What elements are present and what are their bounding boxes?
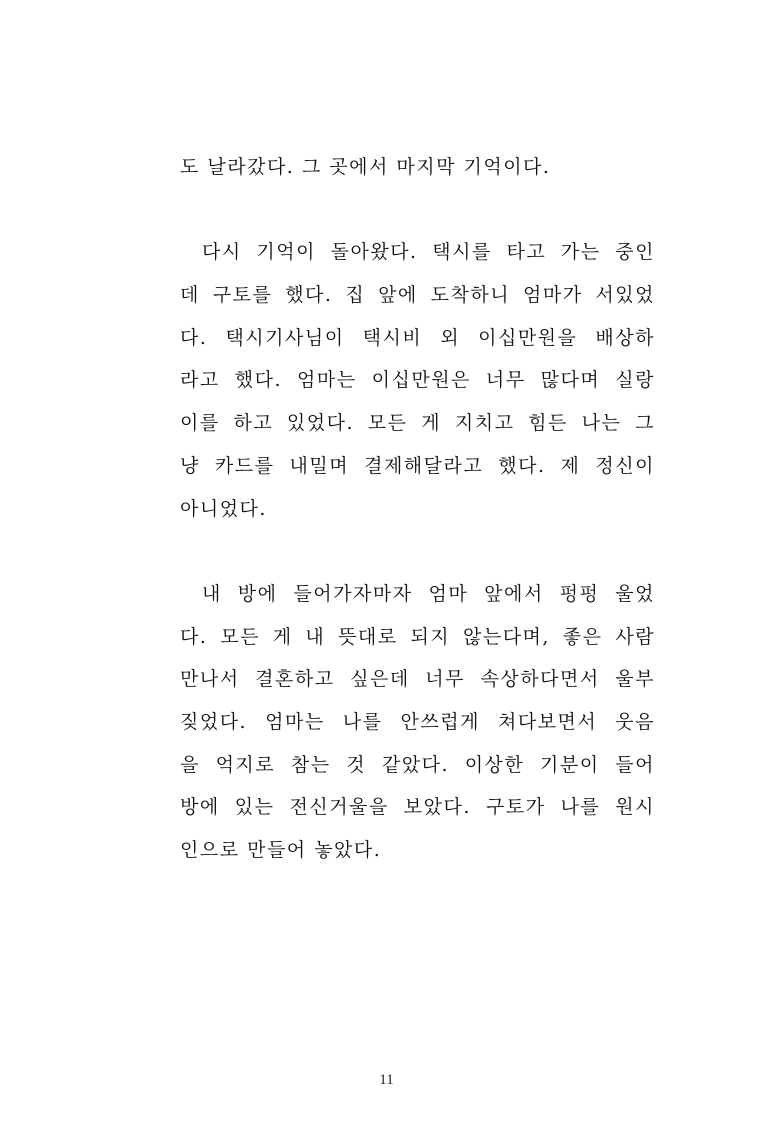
text-line: 냥 카드를 내밀며 결제해달라고 했다. 제 정신이 [180,454,655,477]
text-line: 다시 기억이 돌아왔다. 택시를 타고 가는 중인 [202,241,655,264]
text-line: 인으로 만들어 놓았다. [180,839,382,861]
text-line: 내 방에 들어가자마자 엄마 앞에서 펑펑 울었 [202,582,655,605]
text-line: 다. 택시기사님이 택시비 외 이십만원을 배상하 [180,326,655,349]
text-line: 도 날라갔다. 그 곳에서 마지막 기억이다. [180,156,551,178]
text-line: 아니었다. [180,497,267,520]
text-line: 을 억지로 참는 것 같았다. 이상한 기분이 들어 [180,753,655,776]
body-text [180,146,655,872]
text-line: 데 구토를 했다. 집 앞에 도착하니 엄마가 서있었 [180,284,655,307]
paragraph-gap [180,530,655,573]
paragraph-gap [180,189,655,232]
text-line: 라고 했다. 엄마는 이십만원은 너무 많다며 실랑 [180,369,655,392]
paragraph-1 [180,146,655,189]
text-line: 방에 있는 전신거울을 보았다. 구토가 나를 원시 [180,796,655,819]
text-line: 다. 모든 게 내 뜻대로 되지 않는다며, 좋은 사람 [180,625,655,648]
page-number: 11 [379,1072,394,1088]
paragraph-3 [180,573,655,872]
text-line: 짖었다. 엄마는 나를 안쓰럽게 쳐다보면서 웃음 [180,710,655,733]
paragraph-2 [180,231,655,530]
text-line: 만나서 결혼하고 싶은데 너무 속상하다면서 울부 [180,668,655,691]
text-line: 이를 하고 있었다. 모든 게 지치고 힘든 나는 그 [180,412,655,435]
